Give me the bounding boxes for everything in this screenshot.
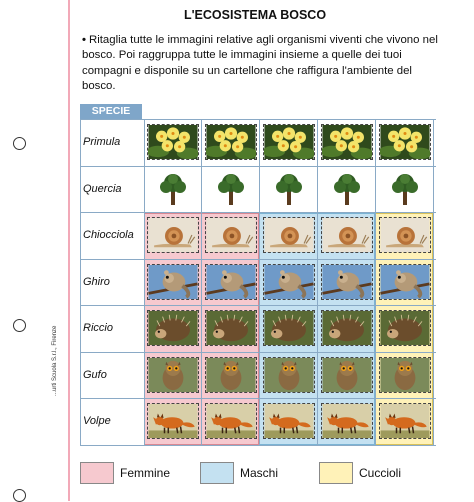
species-label: Riccio: [83, 322, 113, 334]
legend-swatch: [319, 462, 353, 484]
species-label: Ghiro: [83, 275, 110, 288]
species-row: [80, 119, 436, 165]
fox-icon: [205, 403, 257, 439]
snail-icon: [379, 217, 431, 253]
oak-tree-icon: [205, 171, 257, 207]
bullet: •: [82, 34, 86, 46]
hedgehog-icon: [379, 310, 431, 346]
oak-tree-icon: [147, 171, 199, 207]
species-label: Primula: [83, 136, 121, 148]
species-label: Quercia: [83, 182, 122, 195]
species-label: Chiocciola: [83, 229, 134, 241]
grid-hline: [80, 445, 436, 446]
binder-hole: [13, 137, 26, 150]
dormouse-icon: [263, 264, 315, 300]
owl-icon: [263, 357, 315, 393]
primula-flower-icon: [205, 124, 257, 160]
dormouse-icon: [205, 264, 257, 300]
hedgehog-icon: [263, 310, 315, 346]
species-row: [80, 398, 436, 444]
oak-tree-icon: [379, 171, 431, 207]
oak-tree-icon: [263, 171, 315, 207]
legend-label: Cuccioli: [359, 466, 402, 480]
species-table: [80, 119, 436, 445]
dormouse-icon: [147, 264, 199, 300]
fox-icon: [379, 403, 431, 439]
species-row: [80, 352, 436, 398]
owl-icon: [205, 357, 257, 393]
specie-header: SPECIE: [80, 104, 142, 119]
dormouse-icon: [379, 264, 431, 300]
species-row: [80, 166, 436, 212]
snail-icon: [263, 217, 315, 253]
instruction-text: [82, 33, 442, 95]
hedgehog-icon: [321, 310, 373, 346]
fox-icon: [321, 403, 373, 439]
fox-icon: [263, 403, 315, 439]
primula-flower-icon: [379, 124, 431, 160]
legend-label: Maschi: [240, 466, 279, 480]
snail-icon: [321, 217, 373, 253]
binder-hole: [13, 319, 26, 332]
margin-line: [68, 0, 70, 501]
species-label: Volpe: [83, 415, 111, 427]
hedgehog-icon: [147, 310, 199, 346]
hedgehog-icon: [205, 310, 257, 346]
owl-icon: [321, 357, 373, 393]
legend-swatch: [80, 462, 114, 484]
binder-hole: [13, 489, 26, 502]
species-row: [80, 305, 436, 351]
fox-icon: [147, 403, 199, 439]
species-row: [80, 259, 436, 305]
primula-flower-icon: [321, 124, 373, 160]
oak-tree-icon: [321, 171, 373, 207]
dormouse-icon: [321, 264, 373, 300]
instruction-body: Ritaglia tutte le immagini relative agli organismi viventi che vivono nel bosco. Poi raggruppa tutte le immagini insieme a quelle dei tuoi compagni e disponile su un cartellone che raffigura l'ambiente del bosco.: [82, 34, 438, 93]
legend-swatch: [200, 462, 234, 484]
snail-icon: [205, 217, 257, 253]
primula-flower-icon: [147, 124, 199, 160]
owl-icon: [147, 357, 199, 393]
species-row: [80, 212, 436, 258]
snail-icon: [147, 217, 199, 253]
page-title: L'ECOSISTEMA BOSCO: [183, 8, 327, 22]
species-label: Gufo: [83, 368, 107, 381]
primula-flower-icon: [263, 124, 315, 160]
owl-icon: [379, 357, 431, 393]
legend-label: Femmine: [120, 466, 171, 480]
publisher-credit: ...urti Scuola S.r.l., Firenze: [52, 325, 58, 396]
